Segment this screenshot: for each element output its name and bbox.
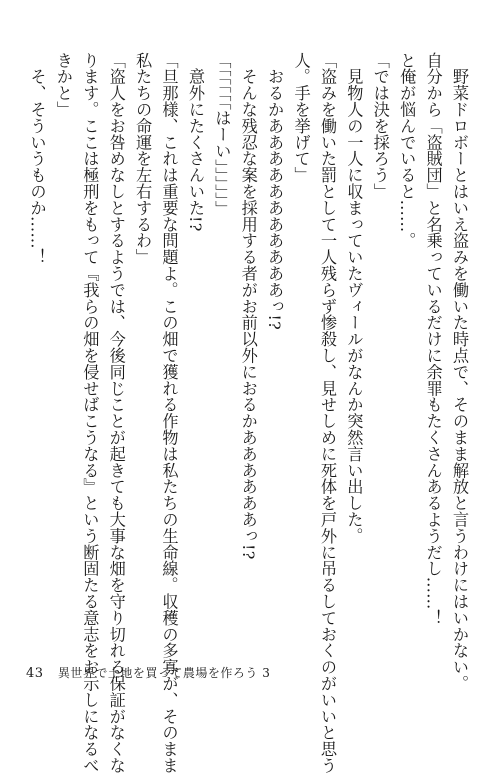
text-line: 「では決を採ろう」 (370, 52, 390, 200)
text-line: 「盗人をお咎めなしとするようでは、今後同じことが起きても大事な畑を守り切れる保証がなくな (106, 52, 126, 774)
text-line: きかと」 (53, 52, 73, 118)
text-line: 「「「「「「はーい」」」」」」 (212, 52, 232, 217)
text-line: と俺が悩んでいると……。 (397, 52, 417, 249)
text-line: そんな残忍な案を採用する者がお前以外におるかああああああっ!? (238, 52, 258, 560)
text-line: 「旦那様、これは重要な問題よ。この畑で獲れる作物は私たちの生命線。収穫の多寡が、そのまま (159, 52, 179, 774)
text-line: 人。手を挙げて」 (291, 52, 311, 184)
text-line: ります。ここは極刑をもって『我らの畑を侵せばこうなる』という断固たる意志をお示しになるべ (80, 52, 100, 774)
text-line: 見物人の一人に収まっていたヴィールがなんか突然言い出した。 (344, 52, 364, 544)
text-line: そ、そういうものか……！ (27, 52, 47, 266)
text-line: 意外にたくさんいた!? (185, 52, 205, 232)
book-title: 異世界で土地を買って農場を作ろう 3 (57, 666, 271, 680)
text-line: 私たちの命運を左右するわ」 (133, 52, 153, 266)
text-line: 「盗みを働いた罰として一人残らず惨殺し、見せしめに死体を戸外に吊るしておくのがいいと思う (317, 52, 337, 774)
page-number: 43 (26, 666, 44, 681)
text-line: 野菜ドロボーとはいえ盗みを働いた時点で、そのまま解放と言うわけにはいかない。 (450, 52, 469, 692)
text-line: おるかあああああああああああっ!? (265, 52, 285, 330)
text-line: 自分から「盗賊団」と名乗っているだけに余罪もたくさんあるようだし……！ (423, 52, 443, 626)
page-footer (26, 664, 270, 681)
